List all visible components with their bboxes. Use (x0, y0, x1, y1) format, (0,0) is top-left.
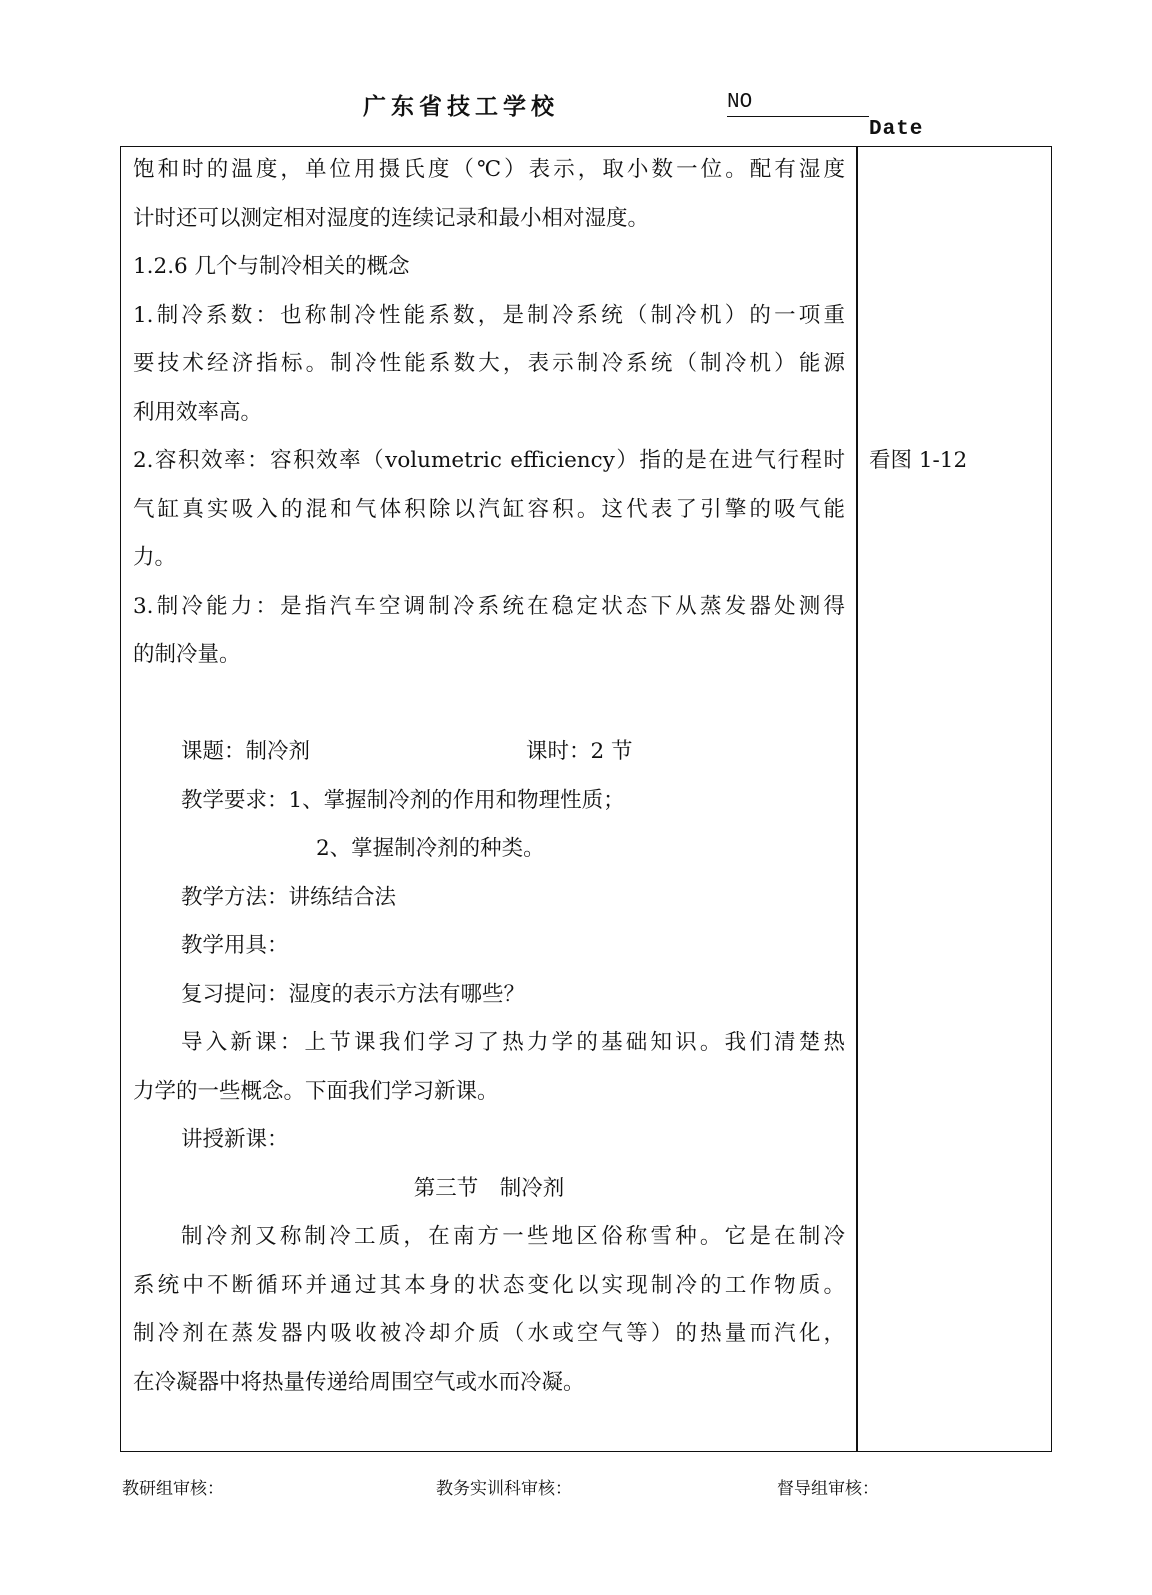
review-question: 复习提问：湿度的表示方法有哪些？ (181, 981, 526, 1007)
paragraph-line: 制冷剂又称制冷工质，在南方一些地区俗称雪种。它是在制冷 (181, 1224, 845, 1249)
review-label-supervision: 督导组审核： (777, 1479, 879, 1499)
teach-label: 讲授新课： (181, 1127, 289, 1152)
text-line: 饱和时的温度，单位用摄氏度（℃）表示，取小数一位。配有湿度 (133, 157, 845, 182)
paragraph-line: 在冷凝器中将热量传递给周围空气或水而冷凝。 (133, 1369, 585, 1395)
date-label: Date (869, 118, 924, 141)
paragraph-line: 系统中不断循环并通过其本身的状态变化以实现制冷的工作物质。 (133, 1272, 845, 1298)
text-line: 1.制冷系数：也称制冷性能系数，是制冷系统（制冷机）的一项重 (133, 302, 845, 328)
lesson-topic: 课题：制冷剂 (181, 739, 311, 764)
number-field: NO (727, 90, 869, 117)
intro-line: 导入新课：上节课我们学习了热力学的基础知识。我们清楚热 (181, 1030, 845, 1055)
side-note: 看图 1-12 (869, 448, 968, 473)
teaching-tools: 教学用具： (181, 933, 289, 958)
intro-line: 力学的一些概念。下面我们学习新课。 (133, 1078, 499, 1104)
spacer (133, 680, 845, 729)
text-line: 力。 (133, 545, 177, 570)
section-heading: 第三节 制冷剂 (413, 1175, 565, 1201)
teaching-requirement-1: 教学要求：1、掌握制冷剂的作用和物理性质； (181, 787, 625, 813)
school-title: 广东省技工学校 (363, 93, 559, 120)
text-line: 要技术经济指标。制冷性能系数大，表示制冷系统（制冷机）能源 (133, 351, 845, 376)
column-divider (856, 146, 858, 1452)
teaching-requirement-2: 2、掌握制冷剂的种类。 (316, 836, 545, 861)
teaching-method: 教学方法：讲练结合法 (181, 884, 397, 910)
review-label-academic-affairs: 教务实训科审核： (436, 1479, 572, 1499)
main-content (133, 146, 845, 1407)
text-line: 气缸真实吸入的混和气体积除以汽缸容积。这代表了引擎的吸气能 (133, 496, 845, 522)
lesson-topic-row (133, 728, 845, 777)
subsection-heading: 1.2.6 几个与制冷相关的概念 (133, 254, 410, 279)
text-line: 2.容积效率：容积效率（volumetric efficiency）指的是在进气行程时 (133, 448, 845, 473)
text-line: 的制冷量。 (133, 642, 241, 667)
text-line: 利用效率高。 (133, 399, 263, 425)
paragraph-line: 制冷剂在蒸发器内吸收被冷却介质（水或空气等）的热量而汽化， (133, 1321, 845, 1346)
text-line: 计时还可以测定相对湿度的连续记录和最小相对湿度。 (133, 205, 650, 231)
review-label-teaching-group: 教研组审核： (122, 1479, 224, 1499)
text-line: 3.制冷能力：是指汽车空调制冷系统在稳定状态下从蒸发器处测得 (133, 593, 845, 619)
lesson-hours: 课时：2 节 (526, 739, 633, 764)
